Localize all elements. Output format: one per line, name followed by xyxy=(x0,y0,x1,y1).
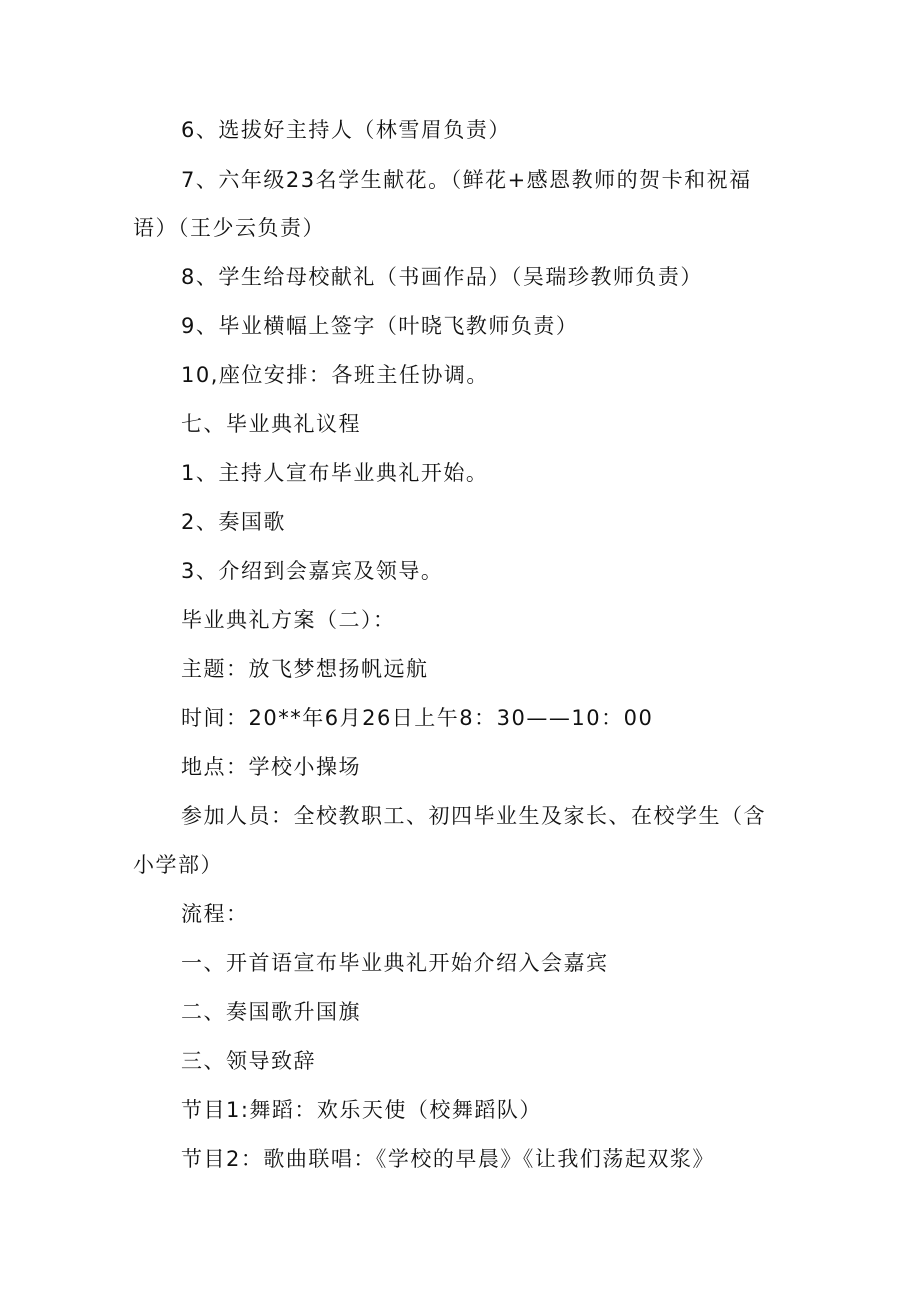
text-line: 地点：学校小操场 xyxy=(181,755,361,779)
text-line: 节目2：歌曲联唱：《学校的早晨》《让我们荡起双浆》 xyxy=(181,1147,715,1171)
text-line: 参加人员：全校教职工、初四毕业生及家长、在校学生（含 xyxy=(181,804,766,828)
text-line: 10,座位安排：各班主任协调。 xyxy=(181,363,489,387)
section-heading: 毕业典礼方案（二）： xyxy=(181,608,396,632)
text-line: 8、学生给母校献礼（书画作品）（吴瑞珍教师负责） xyxy=(181,265,703,289)
text-line: 主题：放飞梦想扬帆远航 xyxy=(181,657,429,681)
text-line: 2、奏国歌 xyxy=(181,510,286,534)
text-line: 9、毕业横幅上签字（叶晓飞教师负责） xyxy=(181,314,579,338)
text-line: 时间：20**年6月26日上午8：30——10：00 xyxy=(181,706,654,730)
text-line: 1、主持人宣布毕业典礼开始。 xyxy=(181,461,489,485)
text-line: 3、介绍到会嘉宾及领导。 xyxy=(181,559,444,583)
text-line: 语）（王少云负责） xyxy=(133,216,325,240)
text-line: 节目1:舞蹈：欢乐天使（校舞蹈队） xyxy=(181,1098,542,1122)
text-line: 二、奏国歌升国旗 xyxy=(181,1000,361,1024)
text-line: 一、开首语宣布毕业典礼开始介绍入会嘉宾 xyxy=(181,951,609,975)
section-heading: 七、毕业典礼议程 xyxy=(181,412,361,436)
text-line: 7、六年级23名学生献花。（鲜花+感恩教师的贺卡和祝福 xyxy=(181,168,752,192)
text-line: 三、领导致辞 xyxy=(181,1049,316,1073)
text-line: 小学部） xyxy=(133,853,223,877)
text-line: 流程： xyxy=(181,902,249,926)
text-line: 6、选拔好主持人（林雪眉负责） xyxy=(181,118,511,142)
